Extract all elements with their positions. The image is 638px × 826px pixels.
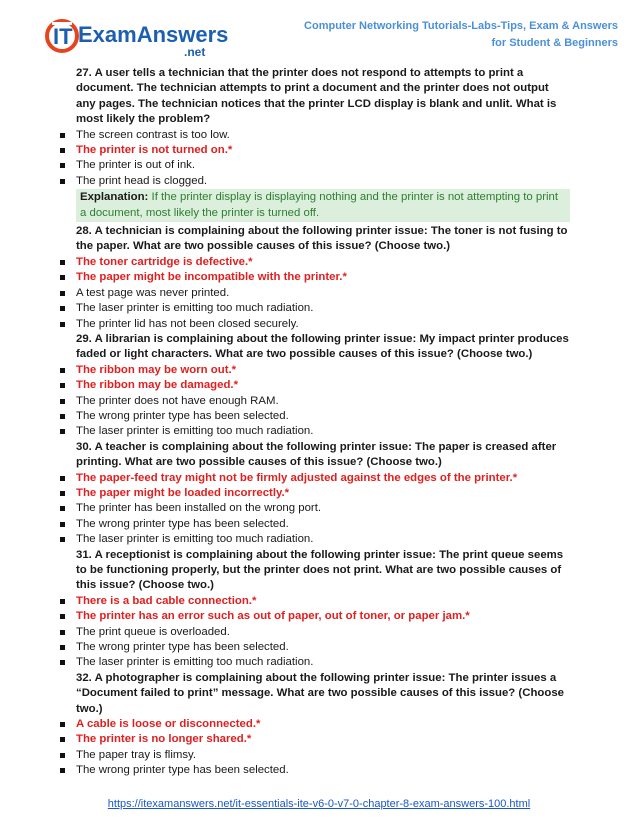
correct-answer-option: The paper might be incompatible with the printer.* bbox=[60, 270, 570, 285]
svg-text:.net: .net bbox=[184, 45, 206, 58]
answer-option: The printer is out of ink. bbox=[60, 158, 570, 173]
page-footer bbox=[0, 798, 638, 810]
answer-option: The wrong printer type has been selected. bbox=[60, 517, 570, 532]
answer-option: The laser printer is emitting too much radiation. bbox=[60, 655, 570, 670]
answer-option: The screen contrast is too low. bbox=[60, 128, 570, 143]
question-block bbox=[60, 548, 570, 671]
correct-answer-option: The paper might be loaded incorrectly.* bbox=[60, 486, 570, 501]
correct-answer-option: The printer is no longer shared.* bbox=[60, 732, 570, 747]
answer-option: The wrong printer type has been selected. bbox=[60, 409, 570, 424]
footer-url-link[interactable]: https://itexamanswers.net/it-essentials-ite-v6-0-v7-0-chapter-8-exam-answers-100.html bbox=[107, 798, 531, 810]
svg-text:IT: IT bbox=[53, 24, 73, 49]
question-text: 28. A technician is complaining about the following printer issue: The toner is not fusing to the paper. What are two possible causes of this issue? (Choose two.) bbox=[76, 225, 568, 253]
question-text: 29. A librarian is complaining about the following printer issue: My impact printer produces faded or light characters. What are two possible causes of this issue? (Choose two.) bbox=[76, 332, 569, 361]
svg-text:ExamAnswers: ExamAnswers bbox=[78, 22, 229, 47]
answer-option: The laser printer is emitting too much radiation. bbox=[60, 532, 570, 547]
correct-answer-option: The ribbon may be worn out.* bbox=[60, 363, 570, 378]
correct-answer-option: The printer has an error such as out of paper, out of toner, or paper jam.* bbox=[60, 609, 570, 624]
answer-option: The print queue is overloaded. bbox=[60, 625, 570, 640]
explanation-box bbox=[76, 189, 570, 222]
correct-answer-option: The printer is not turned on.* bbox=[60, 143, 570, 158]
answer-options-list bbox=[60, 594, 570, 671]
answer-option: The printer does not have enough RAM. bbox=[60, 394, 570, 409]
question-text: 31. A receptionist is complaining about the following printer issue: The print queue seems to be functioning properly, but the printer does not print. What are two possible causes of this issue? (Choose two.) bbox=[76, 548, 564, 592]
answer-options-list bbox=[60, 717, 570, 779]
correct-answer-option: The toner cartridge is defective.* bbox=[60, 255, 570, 270]
answer-option: The laser printer is emitting too much radiation. bbox=[60, 424, 570, 439]
question-text: 32. A photographer is complaining about the following printer issue: The printer issues a “Document failed to print” message. What are two possible causes of this issue? (Choose two.) bbox=[76, 671, 564, 715]
answer-option: The laser printer is emitting too much radiation. bbox=[60, 301, 570, 316]
answer-option: The print head is clogged. bbox=[60, 174, 570, 189]
question-block bbox=[60, 224, 570, 332]
correct-answer-option: The ribbon may be damaged.* bbox=[60, 378, 570, 393]
logo-icon bbox=[44, 14, 244, 58]
site-tagline bbox=[304, 18, 618, 52]
correct-answer-option: A cable is loose or disconnected.* bbox=[60, 717, 570, 732]
answer-options-list bbox=[60, 471, 570, 548]
question-text: 30. A teacher is complaining about the following printer issue: The paper is creased after printing. What are two possible causes of this issue? (Choose two.) bbox=[76, 440, 557, 469]
document-body bbox=[60, 66, 570, 779]
answer-options-list bbox=[60, 255, 570, 332]
answer-option: The printer has been installed on the wrong port. bbox=[60, 501, 570, 516]
answer-option: The paper tray is flimsy. bbox=[60, 748, 570, 763]
correct-answer-option: There is a bad cable connection.* bbox=[60, 594, 570, 609]
answer-option: The wrong printer type has been selected. bbox=[60, 640, 570, 655]
question-block bbox=[60, 440, 570, 548]
answer-option: A test page was never printed. bbox=[60, 286, 570, 301]
site-logo[interactable] bbox=[44, 14, 244, 58]
question-block bbox=[60, 671, 570, 779]
explanation-text: If the printer display is displaying nothing and the printer is not attempting to print a document, most likely the printer is turned off. bbox=[80, 191, 559, 219]
answer-options-list bbox=[60, 128, 570, 190]
question-text: 27. A user tells a technician that the printer does not respond to attempts to print a document. The technician attempts to print a document and the printer does not output any pages. The technician notices that the printer LCD display is blank and unlit. What is most likely the problem? bbox=[76, 67, 557, 126]
answer-option: The wrong printer type has been selected. bbox=[60, 763, 570, 778]
tagline-line1: Computer Networking Tutorials-Labs-Tips, Exam & Answers bbox=[304, 20, 618, 32]
page-header bbox=[0, 0, 638, 62]
correct-answer-option: The paper-feed tray might not be firmly adjusted against the edges of the printer.* bbox=[60, 471, 570, 486]
question-block bbox=[60, 66, 570, 222]
answer-options-list bbox=[60, 363, 570, 440]
tagline-line2: for Student & Beginners bbox=[491, 37, 618, 49]
answer-option: The printer lid has not been closed securely. bbox=[60, 317, 570, 332]
question-block bbox=[60, 332, 570, 440]
explanation-label: Explanation: bbox=[80, 191, 149, 204]
